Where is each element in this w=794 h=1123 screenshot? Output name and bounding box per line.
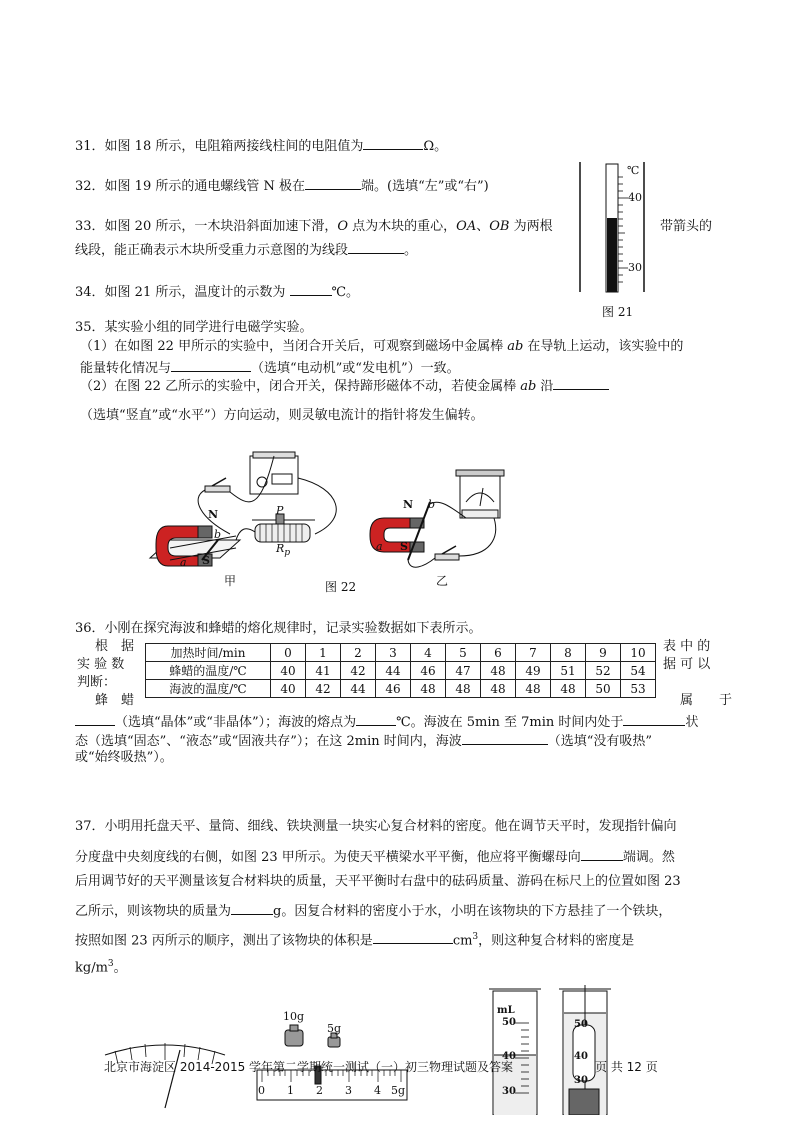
fig23-scale-label-2: 2 [316,1084,323,1097]
answer-blank[interactable] [231,900,273,915]
cylinder-1-tick-30: 30 [502,1086,516,1097]
fig23-scale-label-1: 1 [287,1084,294,1097]
fig23-scale-label-3: 3 [345,1084,352,1097]
question-37-line3: 后用调节好的天平测量该复合材料块的质量，天平平衡时右盘中的砝码质量、游码在标尺上的位置如图 23 [75,874,681,889]
fig23-weight-10g: 10g [283,1010,305,1023]
q36-right-2: 据 可 以 [663,657,711,672]
question-37-line6: $kg/m^3$。 [75,959,127,976]
answer-blank[interactable] [553,375,609,390]
question-35-part2-line1: （2）在图 22 乙所示的实验中，闭合开关，保持蹄形磁体不动，若使金属棒 ab 沿 [80,375,609,396]
answer-blank[interactable] [373,929,453,944]
question-37-line4: 乙所示，则该物块的质量为 g。因复合材料的密度小于水，小明在该物块的下方悬挂了一个铁块， [75,900,671,921]
fig23-scale-label-4: 4 [374,1084,381,1097]
question-37-line5: 按照如图 23 丙所示的顺序，测出了该物块的体积是 $cm^3$，则这种复合材料的密度是 [75,928,634,950]
question-36-intro: 36．小刚在探究海波和蜂蜡的熔化规律时，记录实验数据如下表所示。 [75,621,482,636]
thermometer-tick-40: 40 [628,191,642,204]
table-row: 海波的温度/℃ 40 42 44 46 48 48 48 48 48 50 53 [146,680,656,698]
fig22-label-P: P [276,504,284,517]
answer-blank[interactable] [363,135,423,150]
cylinder-1-unit: mL [497,1005,515,1016]
question-35-part1-line1: （1）在如图 22 甲所示的实验中，当闭合开关后，可观察到磁场中金属棒 ab 在导轨上运动，该实验中的 [80,339,684,354]
cylinder-2-tick-50: 50 [574,1019,588,1030]
q36-right-4: 属 于 [680,693,733,708]
answer-blank[interactable] [290,281,332,296]
question-36-line7: 或“始终吸热”）。 [75,750,173,765]
q36-left-3: 判断： [77,675,117,690]
cylinder-2-tick-40: 40 [574,1051,588,1062]
fig23-scale-label-0: 0 [258,1084,265,1097]
question-32: 32．如图 19 所示的通电螺线管 N 极在 端。(选填“左”或“右”) [75,175,489,196]
question-36-line5: （选填“晶体”或“非晶体”）；海波的熔点为 ℃。海波在 5min 至 7min 时间内处于 状 [75,711,698,732]
table-row: 蜂蜡的温度/℃ 40 41 42 44 46 47 48 49 51 52 54 [146,662,656,680]
answer-blank[interactable] [581,846,623,861]
cylinder-2-tick-30: 30 [574,1075,588,1086]
q36-left-2: 实 验 数 [77,657,125,672]
cylinder-1-tick-40: 40 [502,1051,516,1062]
fig23-cylinder-1 [485,985,545,1115]
thermometer-unit: ℃ [627,164,640,177]
question-37-line2: 分度盘中央刻度线的右侧，如图 23 甲所示。为使天平横梁水平平衡，他应将平衡螺母向 端调。然 [75,846,675,867]
fig22-label-b-right: b [428,498,436,511]
fig23-weight-5g: 5g [327,1022,342,1035]
thermometer-tick-30: 30 [628,261,642,274]
question-34: 34．如图 21 所示，温度计的示数为 ℃。 [75,281,359,302]
q36-right-1: 表 中 的 [663,639,711,654]
q36-data-table [145,643,656,698]
question-37-line1: 37．小明用托盘天平、量筒、细线、铁块测量一块实心复合材料的密度。他在调节天平时，发现指针偏向 [75,819,677,834]
answer-blank[interactable] [348,239,404,254]
cylinder-1-tick-50: 50 [502,1017,516,1028]
table-row: 加热时间/min 0 1 2 3 4 5 6 7 8 9 10 [146,644,656,662]
question-33-line1: 33．如图 20 所示，一木块沿斜面加速下滑，O 点为木块的重心，OA、OB 为两根 [75,219,553,234]
figure-21-caption: 图 21 [602,305,634,319]
fig22-label-a-right: a [376,540,383,553]
answer-blank[interactable] [305,175,361,190]
question-33-line1-tail: 带箭头的 [660,219,713,234]
fig22-label-N-right: N [403,498,414,511]
answer-blank[interactable] [623,711,685,726]
fig23-scale-label-5g: 5g [391,1084,406,1097]
fig22-label-S-right: S [400,540,408,553]
figure-21-thermometer [572,158,652,298]
answer-blank[interactable] [462,730,548,745]
figure-22-drawing [140,448,540,593]
thermometer-drawing [572,158,652,298]
fig22-label-Rp: $R_p$ [276,542,291,559]
answer-blank[interactable] [356,711,396,726]
q36-left-4: 蜂 蜡 [95,693,135,708]
fig22-label-a-left: a [180,556,187,569]
fig22-caption-jia: 甲 [224,574,237,588]
figure-22 [140,448,540,593]
fig22-caption-yi: 乙 [436,574,449,588]
question-35-part1-line2: 能量转化情况与 （选填“电动机”或“发电机”）一致。 [80,357,460,378]
answer-blank[interactable] [75,711,115,726]
page-footer-page: 页 共 12 页 [595,1060,658,1074]
fig22-label-N-left: N [208,508,219,521]
answer-blank[interactable] [171,357,251,372]
question-35-part2-line2: （选填“竖直”或“水平”）方向运动，则灵敏电流计的指针将发生偏转。 [80,408,484,423]
q36-left-1: 根 据 [95,639,135,654]
fig22-caption: 图 22 [325,580,357,594]
question-33-line2: 线段，能正确表示木块所受重力示意图的为线段 。 [75,239,417,260]
question-31: 31．如图 18 所示，电阻箱两接线柱间的电阻值为 Ω。 [75,135,447,156]
fig23-cylinder-2 [555,985,615,1115]
fig22-label-S-left: S [202,554,210,567]
question-35-intro: 35．某实验小组的同学进行电磁学实验。 [75,320,313,335]
fig22-label-b-left: b [214,528,222,541]
page-footer-title: 北京市海淀区 2014-2015 学年第二学期统一测试（一）初三物理试题及答案 [104,1060,514,1074]
question-36-line6: 态（选填“固态”、“液态”或“固液共存”）；在这 2min 时间内，海波 （选填“没有吸热” [75,730,652,751]
